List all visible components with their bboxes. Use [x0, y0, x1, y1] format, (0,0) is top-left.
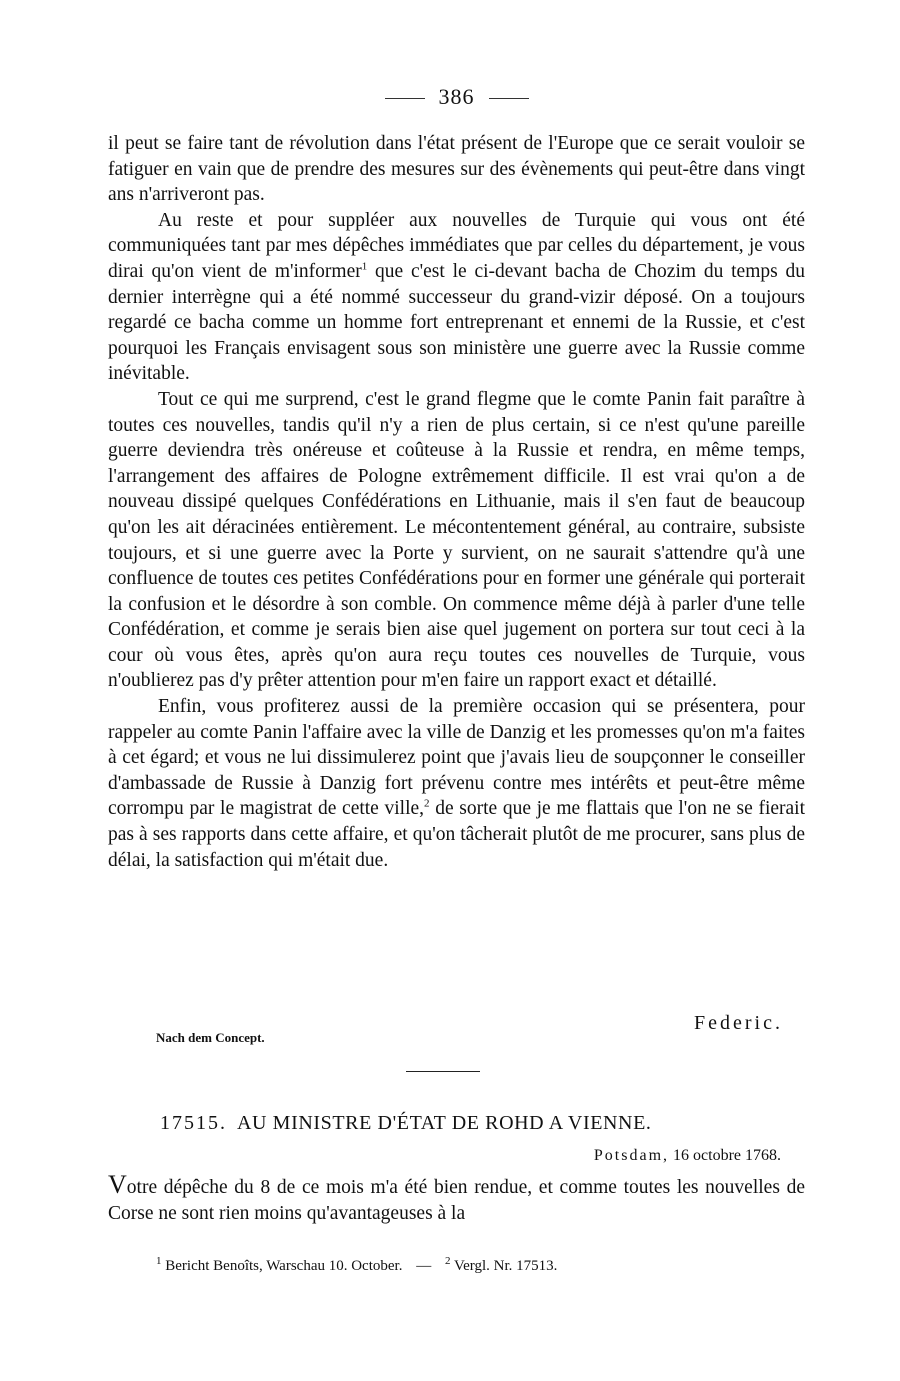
dateline-place: Potsdam, — [593, 1147, 670, 1164]
letter-title: AU MINISTRE D'ÉTAT DE ROHD A VIENNE. — [237, 1112, 652, 1134]
footnote-2: Vergl. Nr. 17513. — [453, 1258, 558, 1274]
footnote-mark-1: 1 — [156, 1255, 162, 1267]
closing-block — [108, 1012, 805, 1052]
drop-cap: V — [108, 1170, 127, 1199]
footnote-ref-1[interactable]: 1 — [361, 260, 368, 273]
footnotes — [156, 1255, 558, 1275]
dateline — [594, 1147, 781, 1165]
page-header — [108, 84, 805, 110]
footnote-1: Bericht Benoîts, Warschau 10. October. — [165, 1258, 403, 1274]
paragraph-2-text-b: que c'est le ci-devant bacha de Chozim du temps du dernier interrègne qui a été nommé successeur du grand-vizir déposé. On a toujours regardé ce bacha comme un homme fort entreprenant et ennemi de la Russie, et c'est pourquoi les Français envisagent sous son ministère une guerre avec la Russie comme inévitable. — [108, 260, 805, 385]
source-note: Nach dem Concept. — [156, 1030, 265, 1045]
paragraph-4-text-b: de sorte que je me flattais que l'on ne se fierait pas à ses rapports dans cette affaire, et qu'on tâcherait plutôt de me procurer, sans plus de délai, la satisfaction qui m'était due. — [108, 798, 805, 871]
paragraph-1: il peut se faire tant de révolution dans l'état présent de l'Europe que ce serait vouloir se fatiguer en vain que de prendre des mesures sur des évènements qui peut-être dans vingt ans n'arriveront pas. — [108, 133, 805, 206]
paragraph-3: Tout ce qui me surprend, c'est le grand flegme que le comte Panin fait paraître à toutes ces nouvelles, tandis qu'il n'y a rien de plus certain, si ce n'est qu'une pareille guerre deviendra très onéreuse et coûteuse à la Russie et rendra, en même temps, l'arrangement des affaires de Pologne extrêmement difficile. Il est vrai qu'on a de nouveau dissipé quelques Confédérations en Lithuanie, mais il s'en faut de beaucoup qu'on les ait déracinées entièrement. Le mécontentement général, au contraire, subsiste toujours, et si une guerre avec la Porte y survient, on ne saurait s'attendre qu'à une confluence de toutes ces petites Confédérations pour en former une générale qui porterait la confusion et le désordre à son comble. On commence même déjà à parler d'une telle Confédération, et comme je serais bien aise quel jugement on portera sur tout ceci à la cour où vous êtes, après qu'on aura reçu toutes ces nouvelles de Turquie, vous n'oublierez pas d'y prêter attention pour m'en faire un rapport exact et détaillé. — [108, 388, 805, 692]
letter-text: otre dépêche du 8 de ce mois m'a été bien rendue, et comme toutes les nouvelles de Corse ne sont rien moins qu'avantageuses à la — [108, 1177, 805, 1224]
letter-body — [108, 1172, 805, 1227]
section-divider — [406, 1071, 480, 1072]
paragraph-2-text-a: Au reste et pour suppléer aux nouvelles de Turquie qui vous ont été communiquées tant par mes dépêches immédiates que par celles du département, je vous dirai qu'on vient de m'informer — [108, 209, 805, 282]
paragraph-4-text-a: Enfin, vous profiterez aussi de la première occasion qui se présentera, pour rappeler au comte Panin l'affaire avec la ville de Danzig et les promesses qu'on m'a faites à cet égard; et vous ne lui dissimulerez point que j'avais lieu de soupçonner le conseiller d'ambassade de Russie à Danzig fort prévenu contre mes intérêts et peut-être même corrompu par le magistrat de cette ville, — [108, 696, 805, 820]
page-number: 386 — [438, 84, 475, 109]
footnote-separator: — — [416, 1258, 432, 1274]
header-rule-left — [385, 98, 425, 99]
letter-heading — [160, 1112, 652, 1135]
dateline-date: 16 octobre 1768. — [673, 1147, 781, 1164]
signature: Federic. — [694, 1012, 783, 1034]
paragraph-2 — [108, 208, 805, 387]
paragraph-4 — [108, 694, 805, 873]
letter-body-continued — [108, 131, 805, 873]
footnote-mark-2: 2 — [444, 1255, 451, 1267]
letter-paragraph-1 — [108, 1172, 805, 1227]
letter-number: 17515. — [160, 1112, 227, 1134]
header-rule-right — [489, 98, 529, 99]
footnote-ref-2[interactable]: 2 — [424, 797, 430, 810]
